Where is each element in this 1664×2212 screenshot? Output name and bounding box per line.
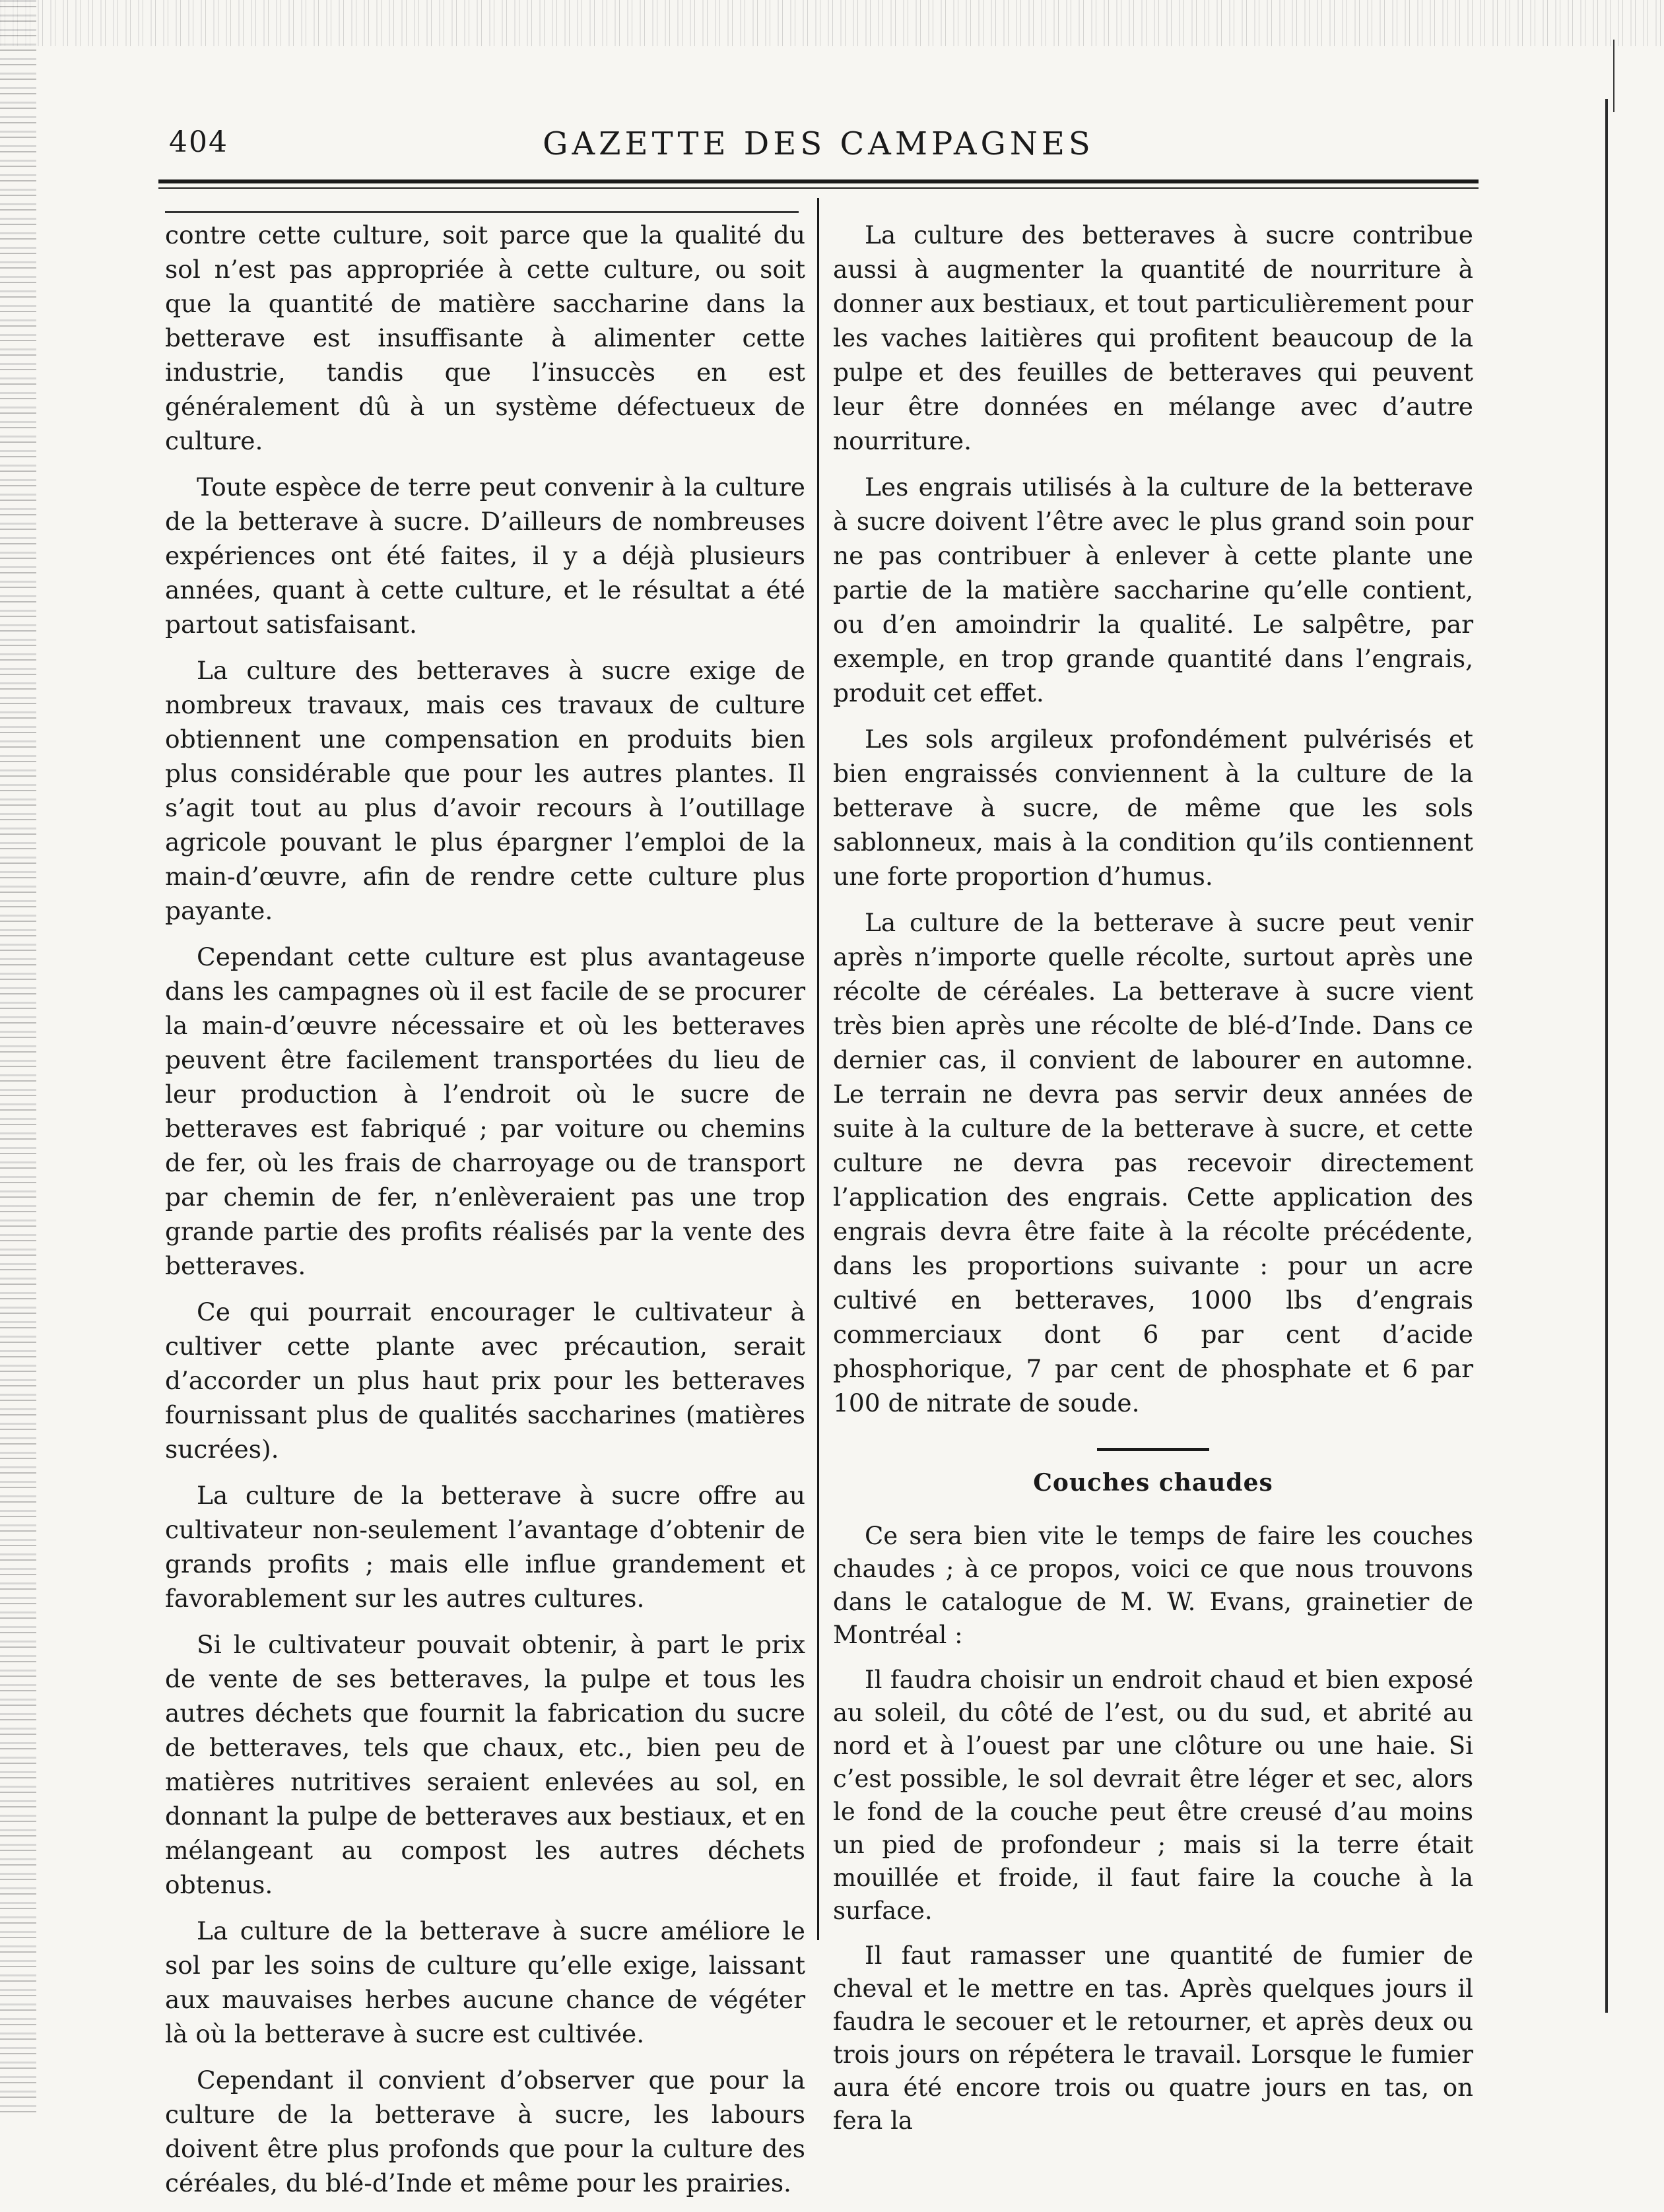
paragraph: La culture de la betterave à sucre améliore le sol par les soins de culture qu’elle exige, laissant aux mauvaises herbes aucune chance de végéter là où la betterave à sucre est cultivée.: [165, 1916, 805, 2048]
header-rule-thin: [158, 187, 1479, 189]
paragraph: La culture de la betterave à sucre offre au cultivateur non-seulement l’avantage d’obtenir de grands profits ; mais elle influe grandement et favorablement sur les autres cultures.: [165, 1481, 805, 1613]
paragraph: Il faudra choisir un endroit chaud et bien exposé au soleil, du côté de l’est, ou du sud, et abrité au nord et à l’ouest par une clôture ou une haie. Si c’est possible, le sol devrait être léger et sec, alors le fond de la couche peut être creusé d’au moins un pied de profondeur ; mais si la terre était mouillée et froide, il faut faire la couche à la surface.: [833, 1666, 1473, 1925]
paragraph: Si le cultivateur pouvait obtenir, à part le prix de vente de ses betteraves, la pulpe et tous les autres déchets que fournit la fabrication du sucre de betteraves, tels que chaux, etc., bien peu de matières nutritives seraient enlevées au sol, en donnant la pulpe de betteraves aux bestiaux, et en mélangeant au compost les autres déchets obtenus.: [165, 1630, 805, 1899]
paragraph: La culture des betteraves à sucre exige de nombreux travaux, mais ces travaux de culture obtiennent une compensation en produits bien plus considérable que pour les autres plantes. Il s’agit tout au plus d’avoir recours à l’outillage agricole pouvant le plus épargner l’emploi de la main-d’œuvre, afin de rendre cette culture plus payante.: [165, 656, 805, 925]
column-divider: [817, 198, 819, 1940]
paragraph: Les engrais utilisés à la culture de la betterave à sucre doivent l’être avec le plus grand soin pour ne pas contribuer à enlever à cette plante une partie de la matière saccharine qu’elle contient, ou d’en amoindrir la qualité. Le salpêtre, par exemple, en trop grande quantité dans l’engrais, produit cet effet.: [833, 472, 1473, 707]
paragraph: Ce qui pourrait encourager le cultivateur à cultiver cette plante avec précaution, serait d’accorder un plus haut prix pour les betteraves fournissant plus de qualités saccharines (matières sucrées).: [165, 1297, 805, 1464]
scan-edge-top: [0, 0, 1664, 46]
scan-edge-left: [0, 0, 36, 2116]
paragraph: La culture des betteraves à sucre contribue aussi à augmenter la quantité de nourriture à donner aux bestiaux, et tout particulièrement pour les vaches laitières qui profitent beaucoup de la pulpe et des feuilles de betteraves qui peuvent leur être données en mélange avec d’autre nourriture.: [833, 220, 1473, 455]
running-title: GAZETTE DES CAMPAGNES: [543, 125, 1094, 162]
paragraph: Toute espèce de terre peut convenir à la culture de la betterave à sucre. D’ailleurs de nombreuses expériences ont été faites, il y a déjà plusieurs années, quant à cette culture, et le résultat a été partout satisfaisant.: [165, 472, 805, 639]
section-rule: [1097, 1448, 1209, 1451]
section-title: Couches chaudes: [1033, 1469, 1273, 1497]
paragraph: La culture de la betterave à sucre peut venir après n’importe quelle récolte, surtout après une récolte de céréales. La betterave à sucre vient très bien après une récolte de blé-d’Inde. Dans ce dernier cas, il convient de labourer en automne. Le terrain ne devra pas servir deux années de suite à la culture de la betterave à sucre, et cette culture ne devra pas recevoir directement l’application des engrais. Cette application des engrais devra être faite à la récolte précédente, dans les proportions suivante : pour un acre cultivé en betteraves, 1000 lbs d’engrais commerciaux dont 6 par cent d’acide phosphorique, 7 par cent de phosphate et 6 par 100 de nitrate de soude.: [833, 908, 1473, 1417]
scan-edge-right-mark: [1613, 40, 1614, 112]
right-column: [833, 218, 1473, 2149]
paragraph: Les sols argileux profondément pulvérisés et bien engraissés conviennent à la culture de la betterave à sucre, de même que les sols sablonneux, mais à la condition qu’ils contiennent une forte proportion d’humus.: [833, 725, 1473, 891]
header-rule-thick: [158, 179, 1479, 183]
paragraph: Cependant il convient d’observer que pour la culture de la betterave à sucre, les labours doivent être plus profonds que pour la culture des céréales, du blé-d’Inde et même pour les prairies.: [165, 2066, 805, 2197]
page-number: 404: [169, 125, 228, 159]
paragraph: contre cette culture, soit parce que la qualité du sol n’est pas appropriée à cette culture, ou soit que la quantité de matière saccharine dans la betterave est insuffisante à alimenter cette industrie, tandis que l’insuccès en est généralement dû à un système défectueux de culture.: [165, 220, 805, 455]
scan-edge-right-line: [1605, 99, 1608, 2013]
page-header: [158, 125, 1479, 178]
paragraph: Cependant cette culture est plus avantageuse dans les campagnes où il est facile de se procurer la main-d’œuvre nécessaire et où les betteraves peuvent être facilement transportées du lieu de leur production à l’endroit où le sucre de betteraves est fabriqué ; par voiture ou chemins de fer, où les frais de charroyage ou de transport par chemin de fer, n’enlèveraient pas une trop grande partie des profits réalisés par la vente des betteraves.: [165, 942, 805, 1280]
paragraph: Il faut ramasser une quantité de fumier de cheval et le mettre en tas. Après quelques jours il faudra le secouer et le retourner, et après deux ou trois jours on répétera le travail. Lorsque le fumier aura été encore trois ou quatre jours en tas, on fera la: [833, 1941, 1473, 2135]
column-top-rule: [165, 211, 799, 213]
paragraph: Ce sera bien vite le temps de faire les couches chaudes ; à ce propos, voici ce que nous trouvons dans le catalogue de M. W. Evans, grainetier de Montréal :: [833, 1522, 1473, 1649]
left-column: [165, 218, 805, 2212]
